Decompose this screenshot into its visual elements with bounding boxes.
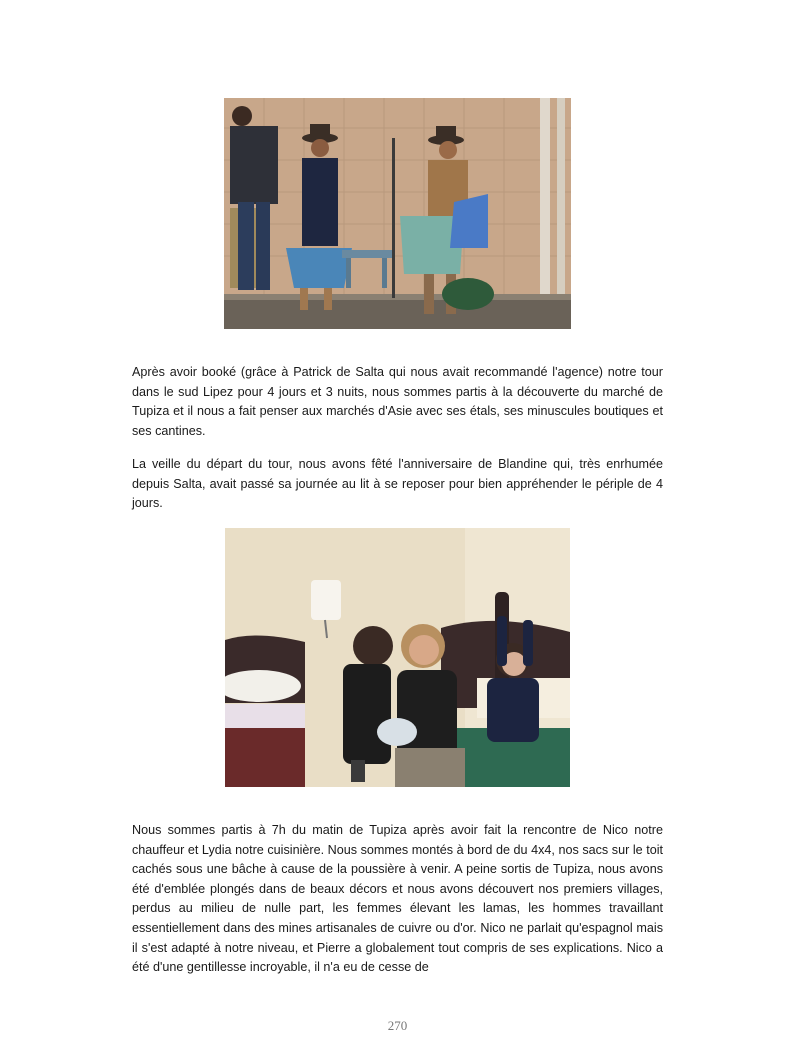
family-hug-photo [225, 528, 570, 787]
paragraph-departure: Nous sommes partis à 7h du matin de Tupiza après avoir fait la rencontre de Nico notre chauffeur et Lydia notre cuisinière. Nous sommes montés à bord de du 4x4, nos sacs sur le toit cachés sous une bâche à cause de la poussière à venir. A peine sortis de Tupiza, nous avons été d'emblée plongés dans de beaux décors et nous avons découvert nos premiers villages, perdus au milieu de nulle part, les femmes élevant les lamas, les hommes travaillant essentiellement dans des mines artisanales de cuivre ou d'or. Nico ne parlait qu'espagnol mais il s'est adapté à notre niveau, et Pierre a globalement tout compris de ses explications. Nico a été d'une gentillesse incroyable, il n'a eu de cesse de [132, 823, 663, 975]
paragraph-birthday: La veille du départ du tour, nous avons fêté l'anniversaire de Blandine qui, très enrhumée depuis Salta, avait passé sa journée au lit à se reposer pour bien appréhender le périple de 4 jours. [132, 457, 663, 511]
paragraph-tupiza-market: Après avoir booké (grâce à Patrick de Salta qui nous avait recommandé l'agence) notre tour dans le sud Lipez pour 4 jours et 3 nuits, nous sommes partis à la découverte du marché de Tupiza et il nous a fait penser aux marchés d'Asie avec ses étals, ses minuscules boutiques et ses cantines. [132, 365, 663, 438]
market-scene-photo [224, 98, 571, 329]
page-number: 270 [387, 1018, 408, 1033]
